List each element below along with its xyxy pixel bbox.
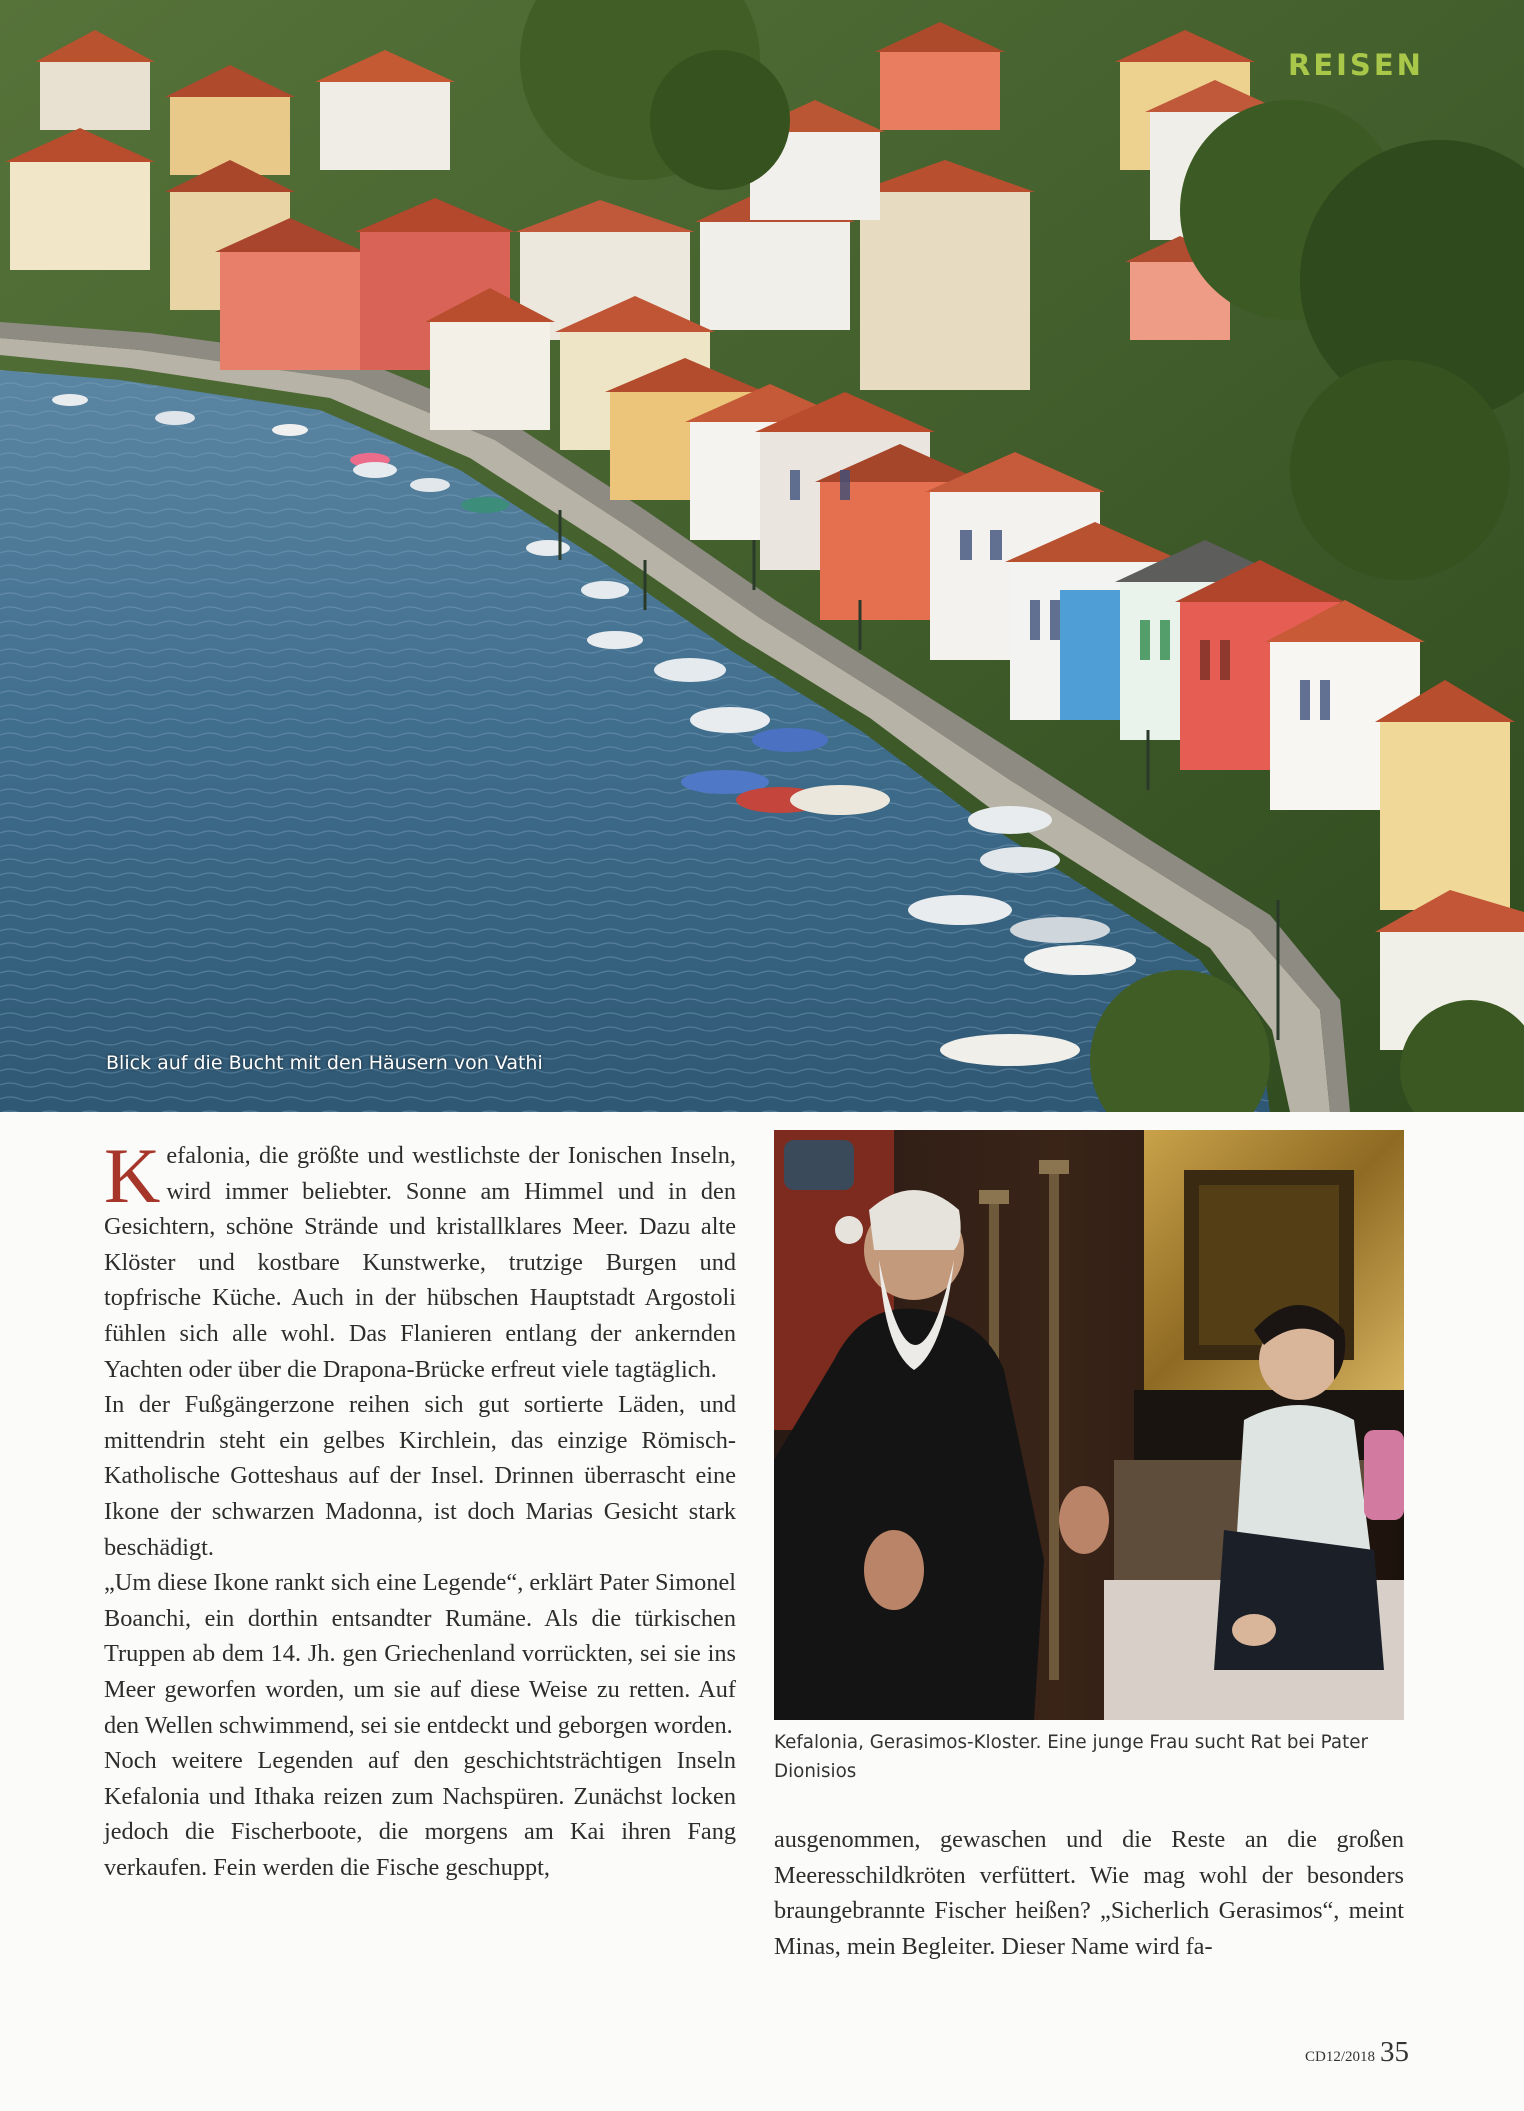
paragraph-1-text: efalonia, die größte und westlichste der Ionischen Inseln, wird immer beliebter. Sonne am Himmel und in den Gesichtern, schöne Strände und kristallklares Meer. Dazu alte Klöster und kostbare Kunstwerke, trutzige Burgen und topfrische Küche. Auch in der hübschen Hauptstadt Argostoli fühlen sich alle wohl. Das Flanieren entlang der ankernden Yachten oder über die Drapona-Brücke erfreut viele tagtäglich. bbox=[104, 1142, 736, 1383]
article-paragraph-1 bbox=[104, 1132, 736, 1387]
monastery-illustration bbox=[774, 1130, 1404, 1720]
section-tag: REISEN bbox=[1288, 48, 1424, 82]
page-folio bbox=[1305, 2036, 1409, 2069]
monastery-photo bbox=[774, 1130, 1404, 1720]
article-column-right bbox=[774, 1822, 1404, 1964]
article-paragraph-2: In der Fußgängerzone reihen sich gut sortierte Läden, und mittendrin steht ein gelbes Kirchlein, das einzige Römisch-Katholische Gotteshaus auf der Insel. Drinnen überrascht eine Ikone der schwarzen Madonna, ist doch Marias Gesicht stark beschädigt. bbox=[104, 1391, 736, 1561]
article-paragraph-5: ausgenommen, gewaschen und die Reste an die großen Meeresschildkröten verfüttert. Wie mag wohl der besonders braungebrannte Fischer heißen? „Sicherlich Gerasimos“, meint Minas, mein Begleiter. Dieser Name wird fa- bbox=[774, 1826, 1404, 1960]
article-paragraph-3: „Um diese Ikone rankt sich eine Legende“, erklärt Pater Simonel Boanchi, ein dorthin entsandter Rumäne. Als die türkischen Truppen ab dem 14. Jh. gen Griechenland vorrückten, sei sie ins Meer geworfen worden, um sie auf diese Weise zu retten. Auf den Wellen schwimmend, sei sie entdeckt und geborgen worden. bbox=[104, 1569, 736, 1739]
article-paragraph-4: Noch weitere Legenden auf den geschichtsträchtigen Inseln Kefalonia und Ithaka reizen zum Nachspüren. Zunächst locken jedoch die Fischerboote, die morgens am Kai ihren Fang verkaufen. Fein werden die Fische geschuppt, bbox=[104, 1747, 736, 1881]
drop-cap: K bbox=[104, 1132, 161, 1219]
page-number: 35 bbox=[1380, 2036, 1410, 2068]
magazine-issue: CD12/2018 bbox=[1305, 2049, 1376, 2065]
hero-caption: Blick auf die Bucht mit den Häusern von Vathi bbox=[106, 1052, 543, 1074]
monastery-caption: Kefalonia, Gerasimos-Kloster. Eine junge Frau sucht Rat bei Pater Dionisios bbox=[774, 1732, 1368, 1782]
article-column-left bbox=[104, 1132, 736, 1885]
